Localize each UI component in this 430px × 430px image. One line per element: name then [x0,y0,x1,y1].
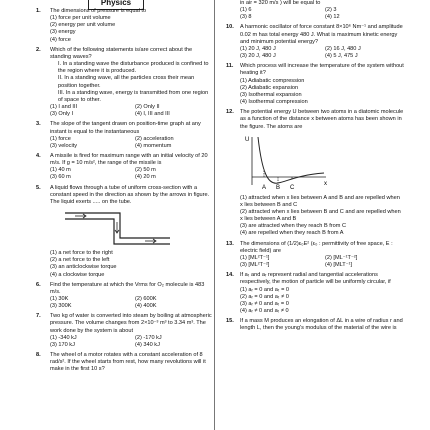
option: (1) force per unit volume [50,15,111,22]
question [36,352,214,373]
option: (4) force [50,36,71,43]
question-stem: Which of the following statements is/are correct about the standing waves? [50,46,193,60]
option: (4) 5 J, 475 J [325,53,358,60]
option: (3) 170 kJ [50,341,75,348]
question [226,272,404,315]
option: (2) a net force to the left [50,257,110,264]
question [36,313,214,349]
question [36,8,214,44]
question-number: 2. [36,46,41,53]
option: (1) attracted when x lies between A and B and are repelled when x lies between B and C [240,194,400,208]
question-stem: The dimensions of pressure is equal to [50,8,147,14]
question-stem: If a mass M produces an elongation of ΔL in a wire of radius r and length L, then the young's modulus of the material of the wire is [240,318,403,332]
question-number: 10. [226,24,234,31]
statement: II. In a standing wave, all the particles cross their mean position together. [58,75,195,89]
option: (2) 600K [135,296,157,302]
option: (3) 20 J, 480 J [240,53,276,60]
option: (2) 16 J, 480 J [325,45,361,52]
question-number: 11. [226,63,234,70]
question [226,318,404,332]
option: (4) 340 kJ [135,341,160,348]
options [50,296,214,310]
option: (1) aᵣ = 0 and aₜ = 0 [240,286,290,293]
question-stem: The dimensions of (1/2)ε₀E² (ε₀ : permittivity of free space, E : electric field) are [240,240,393,254]
question [36,185,214,279]
question-stem: Two kg of water is converted into steam by boiling at atmospheric pressure. The volume changes from 2×10⁻³ m³ to 3.34 m³. The work done by the system is about [50,313,212,334]
column-divider [214,0,215,430]
options [50,167,214,181]
statement: III. In a standing wave, energy is transmitted from one region of space to other. [58,89,209,103]
right-column [226,0,404,335]
option: (1) 30K [50,296,69,302]
question [36,282,214,311]
option: (3) velocity [50,142,78,149]
question-number: 15. [226,318,234,325]
option: (4) 12 [325,14,340,21]
option: (2) Adiabatic expansion [240,84,299,91]
graph-label-x: x [324,180,327,187]
option: (2) [ML⁻¹T⁻²] [325,254,358,261]
graph-svg [240,133,330,193]
options [50,250,214,279]
question-stem: Find the temperature at which the Vrms for O₂ molecule is 483 m/s. [50,281,205,295]
question-number: 3. [36,121,41,128]
question-stem: The slope of the tangent drawn on position-time graph at any instant is equal to the instantaneous [50,121,201,135]
options [240,7,404,21]
options [240,195,404,238]
option: (1) force [50,135,71,142]
options [50,136,214,150]
option: (3) an anticlockwise torque [50,264,117,271]
option: (2) -170 kJ [135,334,162,341]
graph-label-y: U [245,136,250,143]
option: (3) 300K [50,303,72,310]
question [226,241,404,270]
tube-figure [60,208,214,248]
options [240,46,404,60]
graph-label-c: C [290,184,295,191]
option: (2) 3 [325,7,337,14]
question [36,47,214,119]
option: (4) momentum [135,142,172,149]
potential-energy-graph [240,133,404,193]
options [50,335,214,349]
question-number: 14. [226,272,234,279]
option: (3) aᵣ ≠ 0 and aₜ = 0 [240,300,289,307]
option: (4) Isothermal compression [240,99,308,106]
option: (1) 6 [240,7,252,14]
question [226,109,404,237]
option: (4) a clockwise torque [50,271,105,278]
option: (1) a net force to the right [50,250,113,257]
option: (4) I, III and III [135,111,170,118]
question [36,153,214,182]
option: (1) [ML²T⁻¹] [240,254,270,261]
subject-header: Physics [88,0,144,10]
options [240,78,404,107]
option: (4) are repelled when they reach B from A [240,230,344,237]
option: (4) 20 m [135,174,156,181]
option: (1) 40 m [50,167,71,174]
left-column [36,8,214,377]
options [50,104,214,118]
option: (2) acceleration [135,135,174,142]
question-stem: A missile is fired for maximum range with an initial velocity of 20 m/s. If g = 10 m/s², the range of the missile is [50,152,208,167]
question-number: 13. [226,240,234,247]
question-number: 12. [226,109,234,116]
question-number: 7. [36,313,41,320]
question-number: 5. [36,184,41,191]
option: (2) attracted when x lies between B and C and are repelled when x lies between A and B [240,208,401,223]
options [240,287,404,316]
option: (3) 8 [240,14,252,21]
option: (3) 60 m [50,174,71,181]
option: (3) [ML²T⁻²] [240,262,270,269]
question [226,24,404,60]
options [50,15,214,44]
question-stem: The wheel of a motor rotates with a constant acceleration of 8 rad/s². If the wheel starts from rest, how many revolutions will it make in the first 10 s? [50,352,206,373]
option: (2) energy per unit volume [50,22,116,29]
question-stem: The potential energy U between two atoms in a diatomic molecule as a function of the distance x between atoms has been shown in the figure. The atoms are [240,109,404,130]
option: (2) 50 m [135,167,156,174]
option: (1) Adiabatic compression [240,77,305,84]
option: (1) -340 kJ [50,334,77,341]
question-number: 6. [36,281,41,288]
question-stem: in air = 320 m/s ) will be equal to [240,0,321,6]
question-number: 1. [36,8,41,14]
statement: I. In a standing wave the disturbance produced is confined to the region where it is produced. [58,61,209,75]
option: (1) I and III [50,104,78,111]
option: (4) aᵣ ≠ 0 and aₜ ≠ 0 [240,308,289,314]
option: (3) are attracted when they reach B from C [240,223,347,230]
option: (3) energy [50,29,76,36]
tube-diagram [60,208,180,248]
question-stem: Which process will increase the temperature of the system without heating it? [240,63,404,77]
option: (4) [MLT⁻¹] [325,262,353,269]
graph-label-a: A [262,184,267,191]
option: (2) Only II [135,104,160,111]
question [36,121,214,150]
question-stem: A liquid flows through a tube of uniform cross-section with a constant speed in the direction as shown by the arrows in figure. The liquid exerts ..... on the tube. [50,184,210,205]
question-stem: A harmonic oscillator of force constant 8×10⁶ Nm⁻¹ and amplitude 0.02 m has total energy 480 J. What is maximum kinetic energy and minimum potential energy? [240,24,403,45]
question-number: 8. [36,352,41,359]
options [240,255,404,269]
option: (4) 400K [135,303,157,310]
question-number: 4. [36,152,41,159]
question [226,63,404,106]
question [226,0,404,21]
option: (1) 20 J, 480 J [240,45,276,52]
option: (2) aᵣ = 0 and aₜ ≠ 0 [240,293,289,300]
option: (3) Only I [50,111,74,118]
option: (3) Isothermal expansion [240,91,302,98]
question-stem: If aₜ and aᵣ represent radial and tangential accelerations respectively, the motion of particle will be uniformly circular, if [240,272,391,286]
graph-label-b: B [276,184,281,191]
